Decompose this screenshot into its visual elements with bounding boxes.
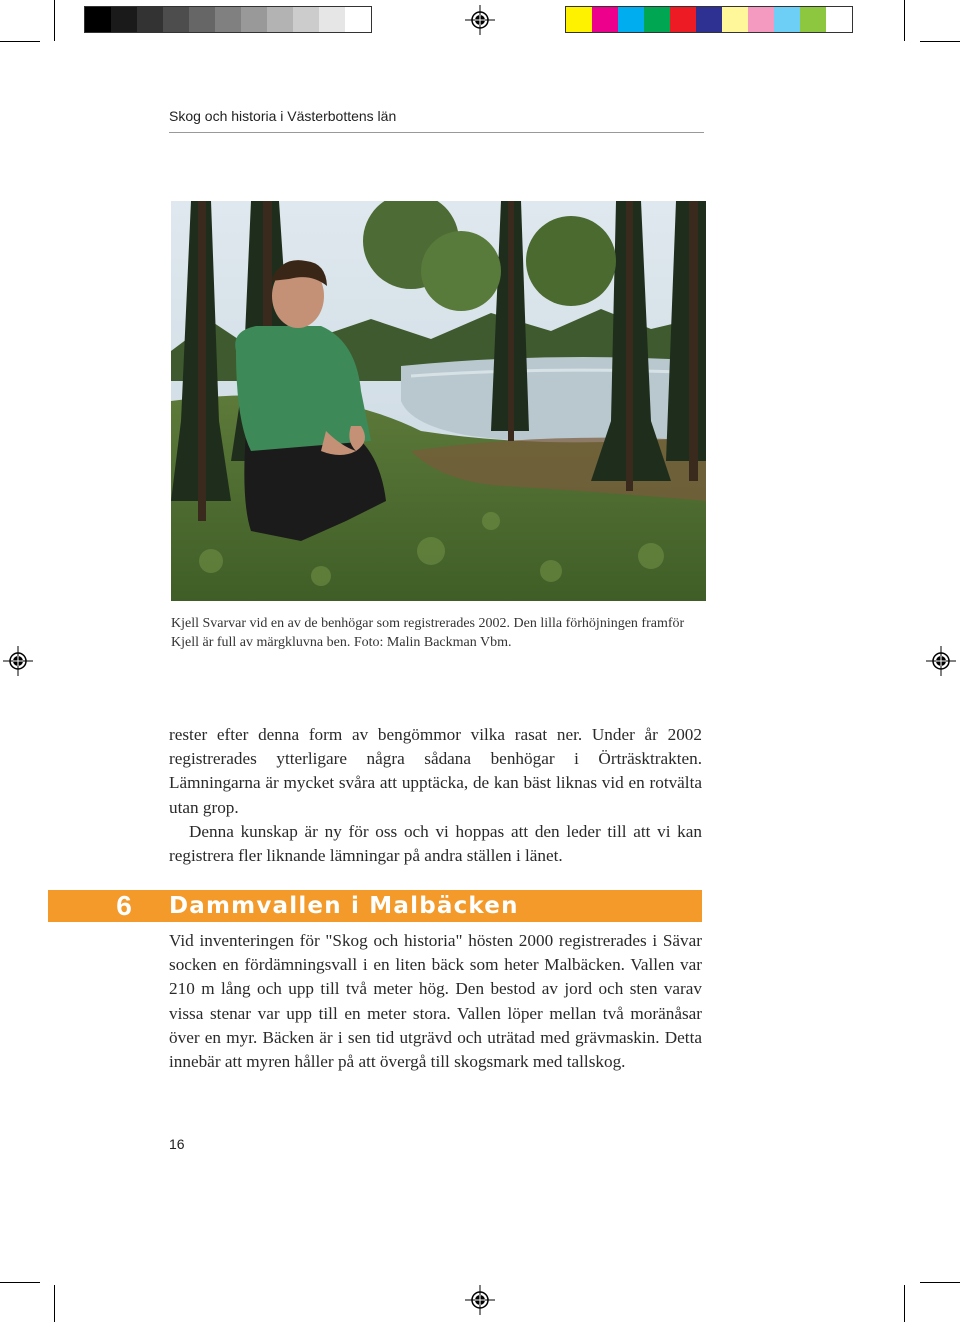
section-number: 6: [116, 890, 132, 921]
color-swatch: [592, 7, 618, 32]
color-swatch: [774, 7, 800, 32]
page-number: 16: [169, 1136, 185, 1152]
color-swatch: [241, 7, 267, 32]
section-body-text: [169, 929, 702, 1074]
color-swatch: [826, 7, 852, 32]
crop-mark: [904, 0, 905, 41]
color-swatch: [163, 7, 189, 32]
registration-mark-icon: [465, 5, 495, 35]
registration-mark-icon: [465, 1285, 495, 1315]
crop-mark: [904, 1285, 905, 1322]
color-calibration-bar: [565, 6, 853, 33]
crop-mark: [920, 41, 960, 42]
crop-mark: [0, 41, 40, 42]
color-swatch: [215, 7, 241, 32]
color-swatch: [111, 7, 137, 32]
color-swatch: [189, 7, 215, 32]
running-header: Skog och historia i Västerbottens län: [169, 108, 397, 124]
color-swatch: [696, 7, 722, 32]
header-rule: [169, 132, 704, 133]
registration-mark-icon: [3, 646, 33, 676]
photo-caption: Kjell Svarvar vid en av de benhögar som registrerades 2002. Den lilla förhöjningen framför Kjell är full av märgkluvna ben. Foto: Malin Backman Vbm.: [171, 616, 685, 650]
color-swatch: [345, 7, 371, 32]
color-swatch: [319, 7, 345, 32]
color-swatch: [670, 7, 696, 32]
grayscale-calibration-bar: [84, 6, 372, 33]
color-swatch: [267, 7, 293, 32]
registration-mark-icon: [926, 646, 956, 676]
forest-photo: [171, 201, 706, 601]
section-title: Dammvallen i Malbäcken: [169, 893, 519, 919]
crop-mark: [920, 1282, 960, 1283]
color-swatch: [85, 7, 111, 32]
color-swatch: [644, 7, 670, 32]
forest-scene-image: [171, 201, 706, 601]
paragraph: rester efter denna form av bengömmor vilka rasat ner. Under år 2002 registrerades ytterligare några sådana benhögar i Örträsktrakten. Lämningarna är mycket svåra att upptäcka, de kan bäst liknas vid en rotvälta utan grop.: [169, 725, 702, 817]
color-swatch: [748, 7, 774, 32]
paragraph: Denna kunskap är ny för oss och vi hoppas att den leder till att vi kan registrera fler liknande lämningar på andra ställen i länet.: [169, 821, 702, 866]
color-swatch: [293, 7, 319, 32]
paragraph: Vid inventeringen för "Skog och historia" hösten 2000 registrerades i Sävar socken en fördämningsvall i en liten bäck som heter Malbäcken. Vallen var 210 m lång och upp till två meter hög. Den bestod av jord och sten varav vissa stenar var upp till en meter stora. Vallen löper mellan två moränåsar över en myr. Bäcken är i sen tid utgrävd och uträtad med grävmaskin. Detta innebär att myren håller på att övergå till skogsmark med tallskog.: [169, 931, 702, 1072]
crop-mark: [54, 0, 55, 41]
color-swatch: [566, 7, 592, 32]
crop-mark: [0, 1282, 40, 1283]
crop-mark: [54, 1285, 55, 1322]
color-swatch: [800, 7, 826, 32]
color-swatch: [722, 7, 748, 32]
color-swatch: [618, 7, 644, 32]
color-swatch: [137, 7, 163, 32]
body-text-top: [169, 723, 702, 868]
